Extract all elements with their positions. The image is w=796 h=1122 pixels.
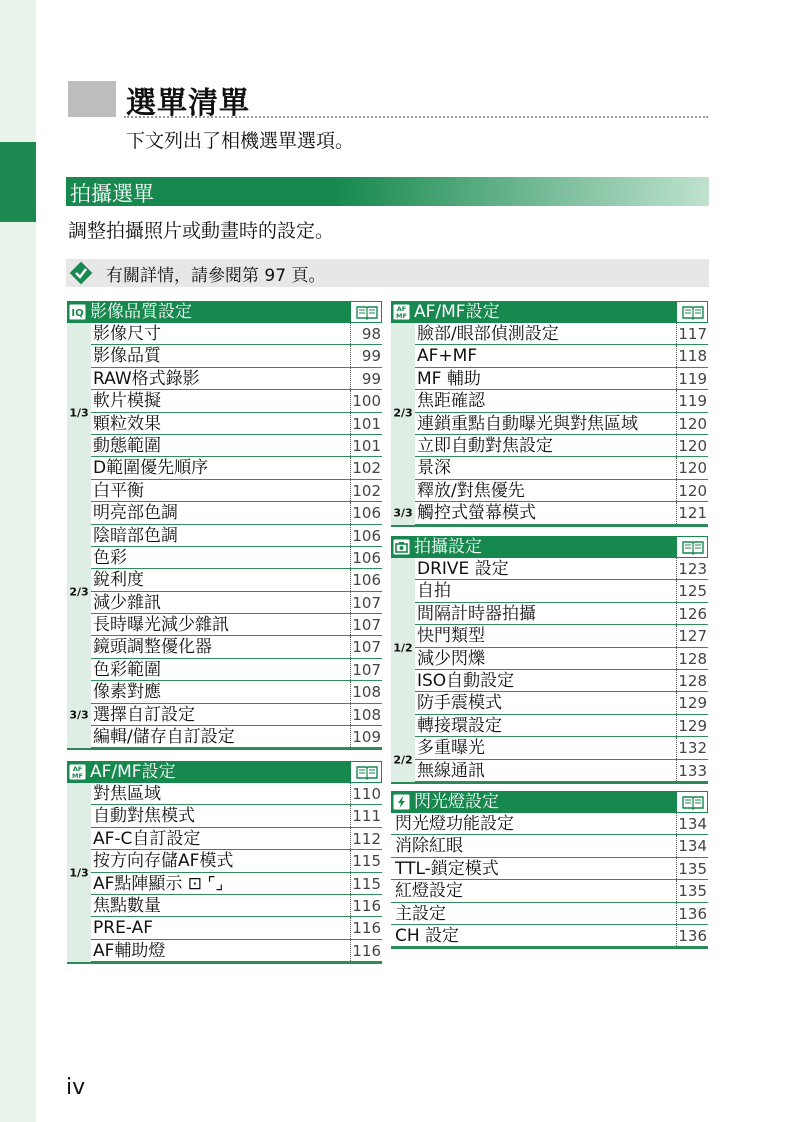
- section-tab-marker: [0, 142, 36, 222]
- menu-page-label: [67, 502, 91, 681]
- menu-item-name: 無線通訊: [417, 760, 485, 781]
- menu-item-page: 107: [350, 636, 382, 657]
- page-reference-book-icon: [676, 301, 708, 323]
- svg-text:AF: AF: [396, 305, 407, 313]
- menu-item-row: [415, 457, 708, 479]
- menu-rows: [415, 502, 708, 524]
- menu-item-row: [391, 925, 708, 947]
- menu-table-af-mf-right: [391, 301, 708, 527]
- menu-item-page: 110: [350, 783, 382, 804]
- menu-item-row: [91, 850, 382, 872]
- title-marker: [68, 81, 116, 117]
- menu-item-page: 133: [676, 760, 708, 781]
- menu-page-group: [391, 558, 708, 737]
- menu-item-page: 109: [350, 726, 382, 747]
- menu-page-group: [391, 737, 708, 782]
- menu-item-row: [91, 917, 382, 939]
- menu-item-name: 選擇自訂設定: [93, 704, 195, 725]
- menu-item-row: [391, 880, 708, 902]
- menu-page-indicator: 1/3: [69, 406, 89, 420]
- svg-text:MF: MF: [72, 772, 83, 780]
- menu-item-name: 像素對應: [93, 682, 161, 703]
- menu-item-row: [391, 858, 708, 880]
- menu-item-row: [415, 715, 708, 737]
- menu-page-group: [67, 323, 382, 502]
- menu-item-row: [415, 737, 708, 759]
- menu-item-row: [415, 502, 708, 524]
- menu-table-flash: [391, 791, 708, 949]
- menu-item-name: 焦距確認: [417, 391, 485, 412]
- menu-item-name: 焦點數量: [93, 895, 161, 916]
- menu-item-page: 115: [350, 850, 382, 871]
- menu-page-group: [391, 502, 708, 524]
- menu-item-name: 顆粒效果: [93, 413, 161, 434]
- menu-item-row: [91, 805, 382, 827]
- menu-item-page: 120: [676, 435, 708, 456]
- menu-page-group: [67, 783, 382, 962]
- menu-rows: [415, 558, 708, 737]
- menu-rows: [391, 813, 708, 947]
- table-category-icon: [393, 539, 410, 555]
- menu-item-name: 觸控式螢幕模式: [417, 503, 536, 524]
- menu-page-group: [391, 323, 708, 502]
- menu-item-row: [91, 681, 382, 703]
- menu-item-name: 明亮部色調: [93, 503, 178, 524]
- menu-page-label: [67, 323, 91, 502]
- menu-item-page: 100: [350, 390, 382, 411]
- title-divider: [124, 116, 708, 118]
- menu-item-row: [415, 345, 708, 367]
- menu-item-row: [415, 413, 708, 435]
- page-reference-book-icon: [676, 791, 708, 813]
- menu-item-page: 120: [676, 413, 708, 434]
- menu-item-row: [91, 569, 382, 591]
- menu-item-row: [91, 502, 382, 524]
- svg-text:AF: AF: [72, 765, 83, 773]
- menu-rows: [91, 323, 382, 502]
- menu-page-group: [67, 502, 382, 681]
- menu-item-row: [415, 480, 708, 502]
- svg-text:IQ: IQ: [71, 308, 84, 319]
- menu-item-row: [91, 592, 382, 614]
- menu-item-name: 防手震模式: [417, 693, 502, 714]
- menu-item-name: 鏡頭調整優化器: [93, 637, 212, 658]
- menu-rows: [91, 783, 382, 962]
- menu-item-row: [91, 525, 382, 547]
- menu-item-row: [91, 636, 382, 658]
- menu-item-name: 間隔計時器拍攝: [417, 603, 536, 624]
- menu-item-name: D範圍優先順序: [93, 458, 209, 479]
- menu-item-name: RAW格式錄影: [93, 368, 200, 389]
- menu-item-name: 按方向存儲AF模式: [93, 851, 234, 872]
- menu-page-indicator: 2/2: [393, 753, 413, 767]
- menu-item-name: 自拍: [417, 581, 451, 602]
- menu-item-page: 98: [350, 323, 382, 344]
- menu-item-name: 減少雜訊: [93, 592, 161, 613]
- menu-page-indicator: 3/3: [69, 708, 89, 722]
- menu-item-row: [91, 547, 382, 569]
- menu-item-page: 119: [676, 390, 708, 411]
- menu-item-page: 121: [676, 502, 708, 523]
- menu-item-row: [415, 603, 708, 625]
- menu-item-row: [91, 480, 382, 502]
- table-title: 閃光燈設定: [414, 792, 499, 812]
- reference-arrow-icon: [69, 261, 93, 285]
- menu-page-label: [391, 502, 415, 524]
- menu-page-indicator: 2/3: [393, 406, 413, 420]
- menu-item-name: 影像品質: [93, 346, 161, 367]
- menu-item-row: [91, 726, 382, 748]
- menu-item-name: 景深: [417, 458, 451, 479]
- menu-item-name: TTL-鎖定模式: [395, 858, 499, 879]
- menu-item-page: 118: [676, 345, 708, 366]
- menu-item-name: 白平衡: [93, 480, 144, 501]
- table-header: [391, 301, 708, 323]
- menu-item-row: [91, 368, 382, 390]
- menu-item-row: [91, 435, 382, 457]
- menu-item-row: [91, 345, 382, 367]
- menu-item-name: AF-C自訂設定: [93, 828, 201, 849]
- menu-item-row: [391, 903, 708, 925]
- section-description: 調整拍攝照片或動畫時的設定。: [68, 220, 335, 242]
- menu-item-row: [91, 659, 382, 681]
- menu-item-page: 108: [350, 681, 382, 702]
- page-reference-book-icon: [350, 301, 382, 323]
- menu-item-name: 軟片模擬: [93, 391, 161, 412]
- menu-item-page: 128: [676, 648, 708, 669]
- intro-text: 下文列出了相機選單選項。: [126, 130, 355, 152]
- menu-item-page: 125: [676, 580, 708, 601]
- menu-item-name: 編輯/儲存自訂設定: [93, 727, 235, 748]
- menu-item-row: [415, 390, 708, 412]
- menu-item-page: 116: [350, 895, 382, 916]
- menu-item-row: [415, 625, 708, 647]
- menu-item-page: 106: [350, 547, 382, 568]
- menu-item-row: [415, 692, 708, 714]
- menu-item-row: [391, 835, 708, 857]
- menu-item-name: DRIVE 設定: [417, 559, 509, 579]
- menu-item-page: 112: [350, 828, 382, 849]
- menu-item-page: 123: [676, 558, 708, 579]
- menu-item-page: 128: [676, 670, 708, 691]
- menu-table-shooting: [391, 536, 708, 784]
- menu-rows: [415, 323, 708, 502]
- menu-item-page: 106: [350, 502, 382, 523]
- menu-item-page: 132: [676, 737, 708, 758]
- page-reference-book-icon: [676, 536, 708, 558]
- menu-item-page: 115: [350, 873, 382, 894]
- menu-item-page: 127: [676, 625, 708, 646]
- menu-item-row: [91, 895, 382, 917]
- menu-item-page: 129: [676, 715, 708, 736]
- page-title: 選單清單: [126, 86, 250, 121]
- menu-item-name: ISO自動設定: [417, 670, 515, 691]
- menu-table-image-quality: [67, 301, 382, 750]
- menu-item-page: 107: [350, 659, 382, 680]
- menu-item-row: [91, 783, 382, 805]
- svg-text:MF: MF: [396, 312, 407, 320]
- menu-item-page: 108: [350, 704, 382, 725]
- menu-page-indicator: 1/2: [393, 641, 413, 655]
- menu-item-row: [415, 323, 708, 345]
- menu-item-row: [91, 873, 382, 895]
- table-category-icon: [69, 764, 86, 780]
- menu-rows: [415, 737, 708, 782]
- menu-item-page: 116: [350, 940, 382, 961]
- menu-item-name: 快門類型: [417, 626, 485, 647]
- table-header: [391, 536, 708, 558]
- menu-item-page: 135: [676, 880, 708, 901]
- menu-page-label: [391, 558, 415, 737]
- menu-item-page: 102: [350, 457, 382, 478]
- menu-item-name: 影像尺寸: [93, 324, 161, 344]
- table-category-icon: [393, 794, 410, 810]
- reference-note: [66, 259, 709, 287]
- table-header: [67, 761, 382, 783]
- menu-item-page: 120: [676, 457, 708, 478]
- table-category-icon: [69, 304, 86, 320]
- menu-item-page: 111: [350, 805, 382, 826]
- menu-item-row: [91, 614, 382, 636]
- menu-item-page: 117: [676, 323, 708, 344]
- menu-item-page: 129: [676, 692, 708, 713]
- menu-item-page: 119: [676, 368, 708, 389]
- menu-item-row: [91, 457, 382, 479]
- menu-item-name: 紅燈設定: [395, 881, 463, 902]
- menu-item-row: [391, 813, 708, 835]
- table-title: 影像品質設定: [90, 302, 192, 322]
- menu-item-row: [91, 390, 382, 412]
- menu-item-page: 116: [350, 917, 382, 938]
- menu-item-row: [415, 558, 708, 580]
- page-reference-book-icon: [350, 761, 382, 783]
- menu-item-name: 閃光燈功能設定: [395, 814, 514, 834]
- menu-item-page: 126: [676, 603, 708, 624]
- menu-item-name: 連鎖重點自動曝光與對焦區域: [417, 413, 638, 434]
- menu-item-name: 銳利度: [93, 570, 144, 591]
- menu-page-indicator: 2/3: [69, 585, 89, 599]
- menu-item-page: 101: [350, 413, 382, 434]
- menu-item-name: 對焦區域: [93, 784, 161, 804]
- menu-item-page: 106: [350, 525, 382, 546]
- menu-item-name: 消除紅眼: [395, 836, 463, 857]
- menu-page-indicator: 1/3: [69, 866, 89, 880]
- menu-item-name: AF點陣顯示 ⊡ ⌜⌟: [93, 873, 224, 894]
- menu-page-label: [67, 783, 91, 962]
- menu-item-name: 轉接環設定: [417, 715, 502, 736]
- menu-item-page: 134: [676, 835, 708, 856]
- menu-item-page: 135: [676, 858, 708, 879]
- menu-item-page: 99: [350, 368, 382, 389]
- menu-item-row: [91, 704, 382, 726]
- menu-item-page: 107: [350, 592, 382, 613]
- menu-page-label: [391, 737, 415, 782]
- menu-item-row: [415, 648, 708, 670]
- reference-text: 有關詳情，請參閱第 97 頁。: [106, 266, 326, 286]
- section-header: [66, 177, 709, 206]
- menu-item-name: 自動對焦模式: [93, 806, 195, 827]
- menu-item-name: 動態範圍: [93, 435, 161, 456]
- menu-item-page: 136: [676, 925, 708, 946]
- menu-item-name: 多重曝光: [417, 738, 485, 759]
- menu-item-name: 陰暗部色調: [93, 525, 178, 546]
- menu-page-label: [67, 681, 91, 748]
- table-category-icon: [393, 304, 410, 320]
- table-header: [67, 301, 382, 323]
- page-number: iv: [66, 1075, 86, 1100]
- menu-item-name: 釋放/對焦優先: [417, 480, 525, 501]
- menu-page-group: [391, 813, 708, 947]
- menu-page-label: [391, 323, 415, 502]
- menu-item-page: 120: [676, 480, 708, 501]
- menu-item-row: [415, 760, 708, 782]
- menu-item-row: [91, 413, 382, 435]
- menu-item-row: [91, 323, 382, 345]
- menu-item-page: 101: [350, 435, 382, 456]
- menu-item-name: 立即自動對焦設定: [417, 435, 553, 456]
- menu-item-page: 106: [350, 569, 382, 590]
- menu-item-name: 臉部/眼部偵測設定: [417, 324, 559, 344]
- section-title: 拍攝選單: [70, 182, 154, 206]
- menu-item-name: AF+MF: [417, 346, 478, 367]
- table-title: AF/MF設定: [90, 762, 176, 782]
- menu-item-page: 102: [350, 480, 382, 501]
- menu-item-name: 減少閃爍: [417, 648, 485, 669]
- menu-item-name: PRE-AF: [93, 918, 153, 939]
- table-header: [391, 791, 708, 813]
- menu-item-row: [415, 435, 708, 457]
- table-title: 拍攝設定: [414, 537, 482, 557]
- menu-item-name: 色彩範圍: [93, 659, 161, 680]
- menu-item-row: [91, 828, 382, 850]
- menu-item-name: 主設定: [395, 903, 446, 924]
- menu-item-page: 99: [350, 345, 382, 366]
- menu-item-name: CH 設定: [395, 925, 460, 946]
- menu-item-name: 長時曝光減少雜訊: [93, 615, 229, 636]
- menu-item-row: [415, 670, 708, 692]
- menu-table-af-mf-left: [67, 761, 382, 964]
- menu-rows: [91, 681, 382, 748]
- menu-page-group: [67, 681, 382, 748]
- menu-item-page: 134: [676, 813, 708, 834]
- table-title: AF/MF設定: [414, 302, 500, 322]
- menu-page-indicator: 3/3: [393, 506, 413, 520]
- menu-item-row: [91, 940, 382, 962]
- menu-item-name: 色彩: [93, 547, 127, 568]
- menu-item-row: [415, 368, 708, 390]
- menu-rows: [91, 502, 382, 681]
- menu-item-name: MF 輔助: [417, 368, 481, 389]
- menu-item-name: AF輔助燈: [93, 940, 166, 961]
- menu-item-row: [415, 580, 708, 602]
- menu-item-page: 136: [676, 903, 708, 924]
- menu-item-page: 107: [350, 614, 382, 635]
